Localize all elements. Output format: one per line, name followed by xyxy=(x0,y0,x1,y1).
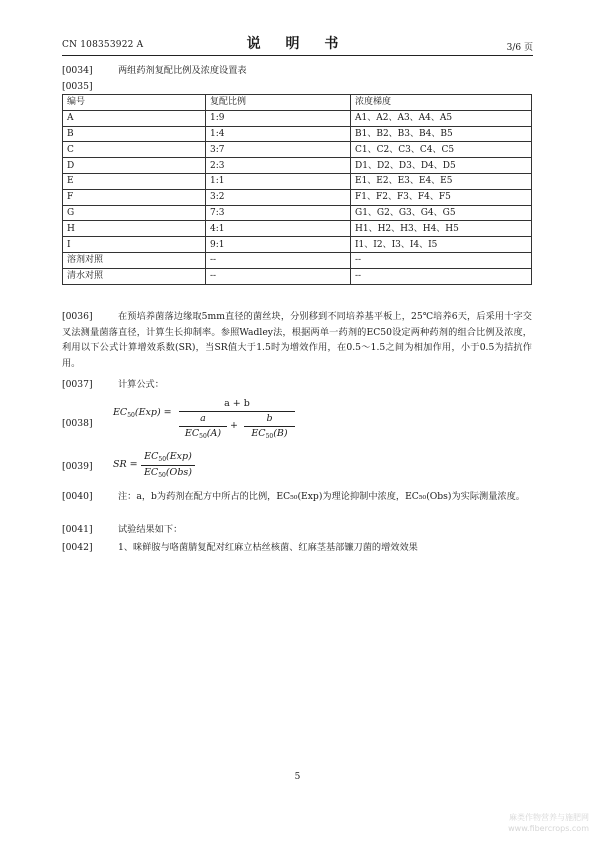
header-rule xyxy=(62,55,533,56)
paragraph-0042 xyxy=(62,540,532,556)
table-cell: C xyxy=(63,142,206,158)
table-row xyxy=(63,189,532,205)
paragraph-0034 xyxy=(62,63,532,79)
table-cell: D1、D2、D3、D4、D5 xyxy=(351,158,532,174)
table-cell: G1、G2、G3、G4、G5 xyxy=(351,205,532,221)
paragraph-number: [0037] xyxy=(62,379,93,390)
table-cell: I1、I2、I3、I4、I5 xyxy=(351,237,532,253)
term2-denominator: $EC_{50}(B)$ xyxy=(251,428,288,440)
table-cell: 4:1 xyxy=(206,221,351,237)
paragraph-text: 1、咪鲜胺与咯菌腈复配对红麻立枯丝核菌、红麻茎基部镰刀菌的增效效果 xyxy=(118,542,418,553)
fraction-bar xyxy=(179,426,227,427)
table-cell: -- xyxy=(351,252,532,268)
paragraph-number: [0041] xyxy=(62,524,93,535)
paragraph-number: [0039] xyxy=(62,461,93,472)
table-cell: I xyxy=(63,237,206,253)
table-cell: A1、A2、A3、A4、A5 xyxy=(351,110,532,126)
watermark-line1: 麻类作物营养与施肥网 xyxy=(509,813,589,822)
table-cell: D xyxy=(63,158,206,174)
paragraph-number: [0042] xyxy=(62,542,93,553)
paragraph-number: [0040] xyxy=(62,491,93,502)
paragraph-0041 xyxy=(62,522,532,538)
paragraph-text: 试验结果如下： xyxy=(118,524,183,535)
term2-numerator: b xyxy=(266,413,273,424)
table-cell: A xyxy=(63,110,206,126)
table-row xyxy=(63,221,532,237)
ec50-exp-formula xyxy=(113,398,313,446)
term1-numerator: a xyxy=(200,413,206,424)
table-row xyxy=(63,268,532,284)
table-cell: C1、C2、C3、C4、C5 xyxy=(351,142,532,158)
table-cell: G xyxy=(63,205,206,221)
fraction-bar xyxy=(244,426,295,427)
table-cell: E1、E2、E3、E4、E5 xyxy=(351,173,532,189)
table-cell: -- xyxy=(206,252,351,268)
paragraph-text: 在预培养菌落边缘取5mm直径的菌丝块，分别移到不同培养基平板上，25℃培养6天，后采用十字交叉法测量菌落直径，计算生长抑制率。参照Wadley法，根据两单一药剂的EC50设定两种药剂的组合比例及浓度，利用以下公式计算增效系数(SR)，当SR值大于1.5时为增效作用，在0.5～1.5之间为相加作用，小于0.5为拮抗作用。 xyxy=(62,311,532,369)
page-title: 说 明 书 xyxy=(246,36,349,52)
page-number: 5 xyxy=(294,772,301,782)
table-cell: -- xyxy=(206,268,351,284)
paragraph-number: [0034] xyxy=(62,65,93,76)
paragraph-text: 两组药剂复配比例及浓度设置表 xyxy=(118,65,247,76)
formula-numerator: a + b xyxy=(224,398,250,409)
patent-number: CN 108353922 A xyxy=(62,40,144,50)
paragraph-number: [0036] xyxy=(62,311,93,322)
watermark xyxy=(508,812,589,834)
paragraph-text: 计算公式： xyxy=(118,379,164,390)
column-header: 复配比例 xyxy=(206,95,351,111)
table-cell: 1:1 xyxy=(206,173,351,189)
table-row xyxy=(63,142,532,158)
table-cell: 9:1 xyxy=(206,237,351,253)
table-row xyxy=(63,110,532,126)
term1-denominator: $EC_{50}(A)$ xyxy=(184,428,222,440)
table-row xyxy=(63,173,532,189)
table-cell: B1、B2、B3、B4、B5 xyxy=(351,126,532,142)
fraction-bar xyxy=(179,411,295,412)
paragraph-0040 xyxy=(62,489,532,521)
table-cell: 3:2 xyxy=(206,189,351,205)
table-row xyxy=(63,205,532,221)
page-indicator: 3/6 页 xyxy=(506,43,533,53)
sr-formula xyxy=(113,451,233,483)
table-cell: 1:9 xyxy=(206,110,351,126)
table-cell: 7:3 xyxy=(206,205,351,221)
table-cell: B xyxy=(63,126,206,142)
column-header: 编号 xyxy=(63,95,206,111)
table-cell: 3:7 xyxy=(206,142,351,158)
paragraph-0037 xyxy=(62,377,532,393)
table-cell: 溶剂对照 xyxy=(63,252,206,268)
table-cell: 1:4 xyxy=(206,126,351,142)
sr-numerator: $EC_{50}(Exp)$ xyxy=(144,451,192,463)
paragraph-number: [0038] xyxy=(62,418,93,429)
table-cell: H1、H2、H3、H4、H5 xyxy=(351,221,532,237)
table-cell: H xyxy=(63,221,206,237)
plus-sign: + xyxy=(230,420,238,431)
table-row xyxy=(63,158,532,174)
fraction-bar xyxy=(141,465,195,466)
table-cell: -- xyxy=(351,268,532,284)
formula-lhs: SR = xyxy=(113,459,138,470)
formula-lhs: $EC_{50}(Exp)$ = xyxy=(113,407,172,419)
table-row xyxy=(63,126,532,142)
column-header: 浓度梯度 xyxy=(351,95,532,111)
paragraph-0036 xyxy=(62,309,532,373)
table-cell: F xyxy=(63,189,206,205)
paragraph-0035 xyxy=(62,79,532,95)
sr-denominator: $EC_{50}(Obs)$ xyxy=(143,467,193,479)
table-header-row xyxy=(63,95,532,111)
watermark-line2: www.fibercrops.com xyxy=(508,824,589,833)
table-cell: 2:3 xyxy=(206,158,351,174)
paragraph-text: 注：a，b为药剂在配方中所占的比例，EC₅₀(Exp)为理论抑制中浓度，EC₅₀(Obs)为实际测量浓度。 xyxy=(118,491,525,502)
table-cell: E xyxy=(63,173,206,189)
ratio-concentration-table xyxy=(62,94,532,285)
table-cell: 清水对照 xyxy=(63,268,206,284)
paragraph-number: [0035] xyxy=(62,81,93,92)
table-row xyxy=(63,252,532,268)
table-row xyxy=(63,237,532,253)
table-cell: F1、F2、F3、F4、F5 xyxy=(351,189,532,205)
